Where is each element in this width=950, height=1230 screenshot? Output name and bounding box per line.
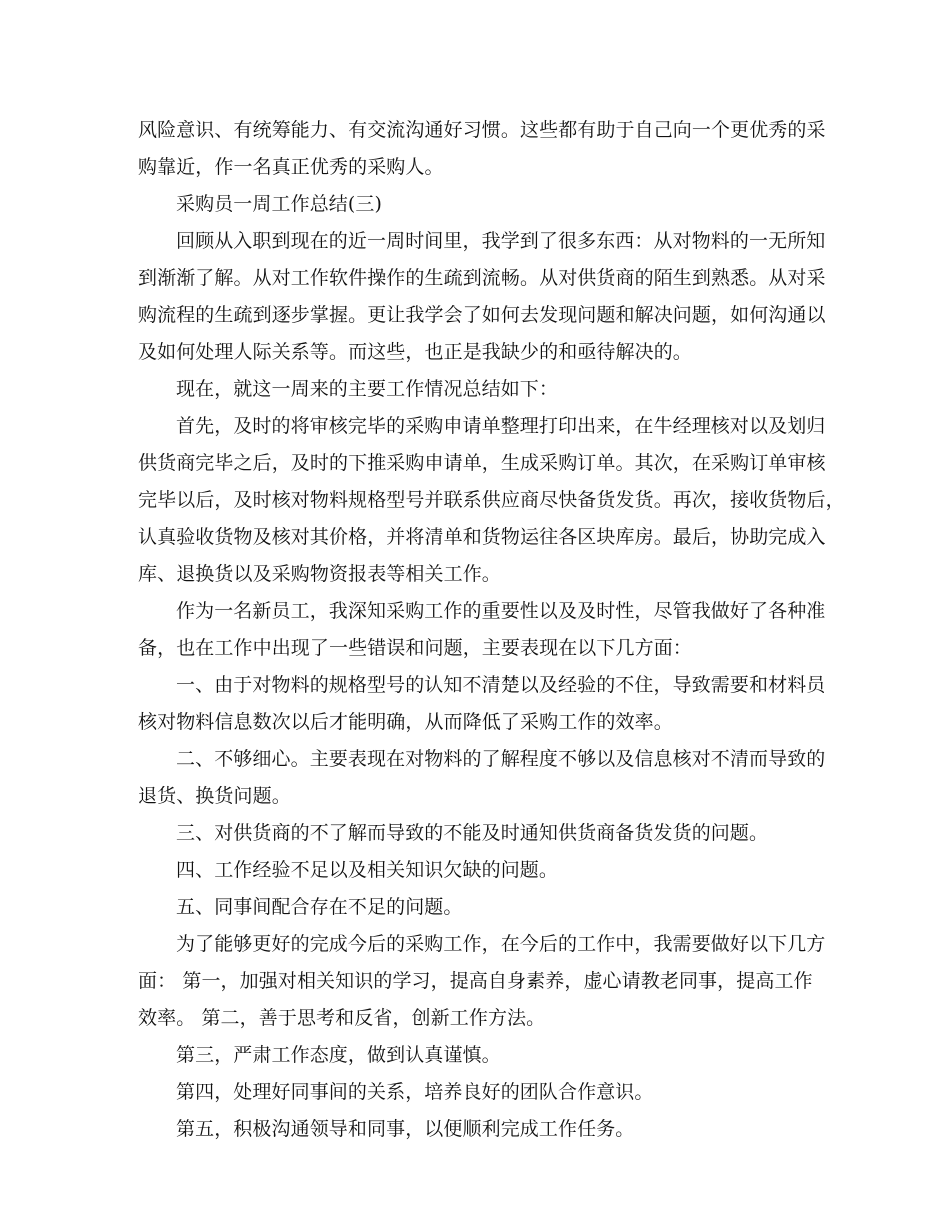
text-line: 二、不够细心。主要表现在对物料的了解程度不够以及信息核对不清而导致的 <box>176 748 826 770</box>
text-line: 效率。 第二，善于思考和反省，创新工作方法。 <box>138 1007 546 1029</box>
text-line: 备，也在工作中出现了一些错误和问题，主要表现在以下几方面： <box>138 637 692 659</box>
text-line: 完毕以后，及时核对物料规格型号并联系供应商尽快备货发货。再次，接收货物后， <box>138 489 845 511</box>
text-line: 到渐渐了解。从对工作软件操作的生疏到流畅。从对供货商的陌生到熟悉。从对采 <box>138 267 826 289</box>
text-line: 风险意识、有统筹能力、有交流沟通好习惯。这些都有助于自己向一个更优秀的采 <box>138 119 826 141</box>
text-line: 供货商完毕之后，及时的下推采购申请单，生成采购订单。其次，在采购订单审核 <box>138 452 826 474</box>
text-line: 三、对供货商的不了解而导致的不能及时通知供货商备货发货的问题。 <box>176 822 769 844</box>
text-line: 四、工作经验不足以及相关知识欠缺的问题。 <box>176 859 559 881</box>
text-line: 购流程的生疏到逐步掌握。更让我学会了如何去发现问题和解决问题，如何沟通以 <box>138 304 826 326</box>
text-line: 库、退换货以及采购物资报表等相关工作。 <box>138 563 501 585</box>
text-line: 核对物料信息数次以后才能明确，从而降低了采购工作的效率。 <box>138 711 673 733</box>
text-line: 退货、换货问题。 <box>138 785 291 807</box>
text-line: 作为一名新员工，我深知采购工作的重要性以及及时性，尽管我做好了各种准 <box>176 600 826 622</box>
text-line: 一、由于对物料的规格型号的认知不清楚以及经验的不住，导致需要和材料员 <box>176 674 826 696</box>
text-line: 回顾从入职到现在的近一周时间里，我学到了很多东西：从对物料的一无所知 <box>176 230 826 252</box>
text-line: 首先，及时的将审核完毕的采购申请单整理打印出来，在牛经理核对以及划归 <box>176 415 826 437</box>
text-line: 五、同事间配合存在不足的问题。 <box>176 896 463 918</box>
text-line: 面： 第一，加强对相关知识的学习，提高自身素养，虚心请教老同事，提高工作 <box>138 970 813 992</box>
text-line: 第三，严肃工作态度，做到认真谨慎。 <box>176 1044 501 1066</box>
text-line: 认真验收货物及核对其价格，并将清单和货物运往各区块库房。最后，协助完成入 <box>138 526 826 548</box>
text-line: 购靠近，作一名真正优秀的采购人。 <box>138 156 444 178</box>
text-line: 为了能够更好的完成今后的采购工作，在今后的工作中，我需要做好以下几方 <box>176 933 826 955</box>
text-line: 第五，积极沟通领导和同事，以便顺利完成工作任务。 <box>176 1118 635 1140</box>
text-line: 第四，处理好同事间的关系，培养良好的团队合作意识。 <box>176 1081 654 1103</box>
text-line: 现在，就这一周来的主要工作情况总结如下： <box>176 378 559 400</box>
section-heading: 采购员一周工作总结(三) <box>176 193 383 215</box>
text-line: 及如何处理人际关系等。而这些，也正是我缺少的和亟待解决的。 <box>138 341 692 363</box>
